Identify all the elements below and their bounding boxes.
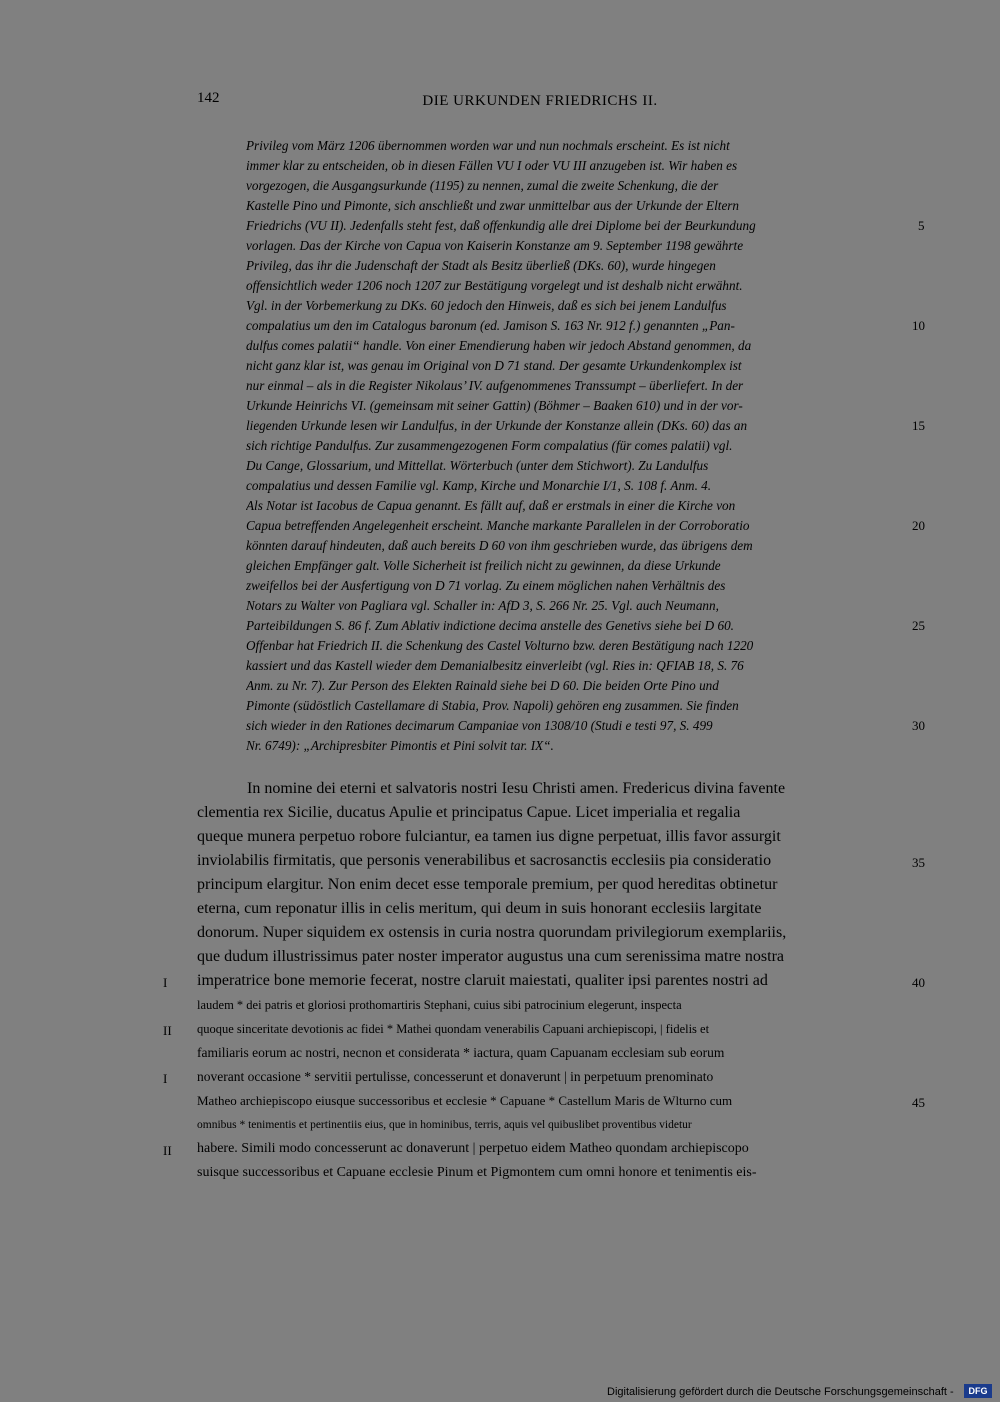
digitization-credit: Digitalisierung gefördert durch die Deutsche Forschungsgemeinschaft - <box>607 1386 954 1398</box>
charter-line: principum elargitur. Non enim decet esse temporale premium, per quod hereditas obtinetur <box>197 876 778 893</box>
witness-mark: II <box>163 1023 172 1038</box>
page-number: 142 <box>197 90 220 106</box>
commentary-line: Als Notar ist Iacobus de Capua genannt. Es fällt auf, daß er erstmals in einer die Kirche von <box>246 498 736 513</box>
line-number: 45 <box>912 1095 925 1110</box>
charter-line: noverant occasione * servitii pertulisse, concesserunt et donaverunt | in perpetuum prenominato <box>197 1069 714 1084</box>
commentary-line: Offenbar hat Friedrich II. die Schenkung des Castel Volturno bzw. deren Bestätigung nach 1220 <box>246 638 754 653</box>
line-number: 40 <box>912 975 925 990</box>
commentary-line: Parteibildungen S. 86 f. Zum Ablativ indictione decima anstelle des Genetivs siehe bei D 60. <box>246 618 734 633</box>
charter-line: donorum. Nuper siquidem ex ostensis in curia nostra quorundam privilegiorum exemplariis, <box>197 924 787 941</box>
line-number: 5 <box>918 218 925 233</box>
commentary-line: immer klar zu entscheiden, ob in diesen Fällen VU I oder VU III anzugeben ist. Wir haben es <box>246 158 738 173</box>
commentary-line: nur einmal – als in die Register Nikolaus’ IV. aufgenommenes Transsumpt – überliefert. In der <box>246 378 744 393</box>
commentary-line: vorlagen. Das der Kirche von Capua von Kaiserin Konstanze am 9. September 1198 gewährte <box>246 238 744 253</box>
page-header <box>0 90 1000 120</box>
line-number: 25 <box>912 618 925 633</box>
commentary-line: sich richtige Pandulfus. Zur zusammengezogenen Form compalatius (für comes palatii) vgl. <box>246 438 733 453</box>
line-number: 30 <box>912 718 925 733</box>
line-number: 10 <box>912 318 925 333</box>
commentary-line: compalatius und dessen Familie vgl. Kamp, Kirche und Monarchie I/1, S. 108 f. Anm. 4. <box>246 478 712 493</box>
charter-line: imperatrice bone memorie fecerat, nostre claruit maiestati, qualiter ipsi parentes nostri ad <box>197 972 768 989</box>
charter-line: quoque sinceritate devotionis ac fidei * Mathei quondam venerabilis Capuani archiepiscopi, | fidelis et <box>197 1022 710 1036</box>
commentary-line: Vgl. in der Vorbemerkung zu DKs. 60 jedoch den Hinweis, daß es sich bei jenem Landulfus <box>246 298 727 313</box>
commentary-line: Anm. zu Nr. 7). Zur Person des Elekten Rainald siehe bei D 60. Die beiden Orte Pino und <box>246 678 719 693</box>
witness-mark: I <box>163 1071 168 1086</box>
charter-line: habere. Simili modo concesserunt ac donaverunt | perpetuo eidem Matheo quondam archiepiscopo <box>197 1141 749 1156</box>
commentary-line: sich wieder in den Rationes decimarum Campaniae von 1308/10 (Studi e testi 97, S. 499 <box>246 718 713 733</box>
line-number: 35 <box>912 855 925 870</box>
commentary-line: Privileg vom März 1206 übernommen worden war und nun nochmals erscheint. Es ist nicht <box>246 138 730 153</box>
commentary-line: kassiert und das Kastell wieder dem Demanialbesitz einverleibt (vgl. Ries in: QFIAB 18, S. 76 <box>246 658 744 673</box>
commentary-line: Capua betreffenden Angelegenheit erscheint. Manche markante Parallelen in der Corroboratio <box>246 518 750 533</box>
charter-line: laudem * dei patris et gloriosi prothomartiris Stephani, cuius sibi patrocinium elegerunt, inspecta <box>197 998 682 1012</box>
running-title: DIE URKUNDEN FRIEDRICHS II. <box>422 93 658 109</box>
charter-line: eterna, cum reponatur illis in celis meritum, qui deum in suis honorant ecclesiis largitate <box>197 900 762 917</box>
witness-mark: I <box>163 975 168 990</box>
charter-line: clementia rex Sicilie, ducatus Apulie et principatus Capue. Licet imperialia et regalia <box>197 804 741 821</box>
commentary-line: Notars zu Walter von Pagliara vgl. Schaller in: AfD 3, S. 266 Nr. 25. Vgl. auch Neumann, <box>246 598 719 613</box>
commentary-line: Pimonte (südöstlich Castellamare di Stabia, Prov. Napoli) gehören eng zusammen. Sie finden <box>246 698 739 713</box>
charter-line: suisque successoribus et Capuane ecclesie Pinum et Pigmontem cum omni honore et tenimentis eis- <box>197 1165 757 1180</box>
commentary-line: Privileg, das ihr die Judenschaft der Stadt als Besitz überließ (DKs. 60), wurde hingegen <box>246 258 716 273</box>
line-number: 20 <box>912 518 925 533</box>
charter-line: inviolabilis firmitatis, que personis venerabilibus et sacrosanctis ecclesiis pia consideratio <box>197 852 772 869</box>
commentary-line: nicht ganz klar ist, was genau im Original von D 71 stand. Der gesamte Urkundenkomplex ist <box>246 358 742 373</box>
commentary-line: Kastelle Pino und Pimonte, sich anschließt und zwar unmittelbar aus der Urkunde der Eltern <box>246 198 740 213</box>
commentary-line: Nr. 6749): „Archipresbiter Pimontis et Pini solvit tar. IX“. <box>246 738 554 753</box>
commentary-line: Friedrichs (VU II). Jedenfalls steht fest, daß offenkundig alle drei Diplome bei der Beurkundung <box>246 218 756 233</box>
witness-mark: II <box>163 1143 172 1158</box>
commentary-line: zweifellos bei der Ausfertigung von D 71 vorlag. Zu einem möglichen nahen Verhältnis des <box>246 578 726 593</box>
charter-line: queque munera perpetuo robore fulciantur, ea tamen ius digne perpetuat, illis favor assurgit <box>197 828 781 845</box>
commentary-line: Du Cange, Glossarium, und Mittellat. Wörterbuch (unter dem Stichwort). Zu Landulfus <box>246 458 709 473</box>
commentary-line: offensichtlich weder 1206 noch 1207 zur Bestätigung vorgelegt und ist deshalb nicht erwähnt. <box>246 278 743 293</box>
commentary-line: dulfus comes palatii“ handle. Von einer Emendierung haben wir jedoch Abstand genommen, da <box>246 338 752 353</box>
commentary-line: compalatius um den im Catalogus baronum (ed. Jamison S. 163 Nr. 912 f.) genannten „Pan- <box>246 318 735 333</box>
dfg-logo: DFG <box>964 1384 992 1398</box>
commentary-line: gleichen Empfänger galt. Volle Sicherheit ist freilich nicht zu gewinnen, da diese Urkunde <box>246 558 721 573</box>
commentary-line: Urkunde Heinrichs VI. (gemeinsam mit seiner Gattin) (Böhmer – Baaken 610) und in der vor- <box>246 398 743 413</box>
charter-line: Matheo archiepiscopo eiusque successoribus et ecclesie * Capuane * Castellum Maris de Wlturno cum <box>197 1093 733 1108</box>
commentary-line: liegenden Urkunde lesen wir Landulfus, in der Urkunde der Konstanze allein (DKs. 60) das an <box>246 418 748 433</box>
line-number: 15 <box>912 418 925 433</box>
commentary-line: vorgezogen, die Ausgangsurkunde (1195) zu nennen, zumal die zweite Schenkung, die der <box>246 178 719 193</box>
charter-line: que dudum illustrissimus pater noster imperator augustus una cum serenissima matre nostra <box>197 948 784 965</box>
commentary-line: könnten darauf hindeuten, daß auch bereits D 60 von ihm geschrieben wurde, das übrigens dem <box>246 538 753 553</box>
charter-line: omnibus * tenimentis et pertinentiis eius, que in hominibus, terris, aquis vel quibuslibet proventibus videtur <box>197 1119 692 1131</box>
charter-line: In nomine dei eterni et salvatoris nostri Iesu Christi amen. Fredericus divina favente <box>247 780 786 797</box>
charter-line: familiaris eorum ac nostri, necnon et considerata * iactura, quam Capuanam ecclesiam sub eorum <box>197 1045 725 1060</box>
